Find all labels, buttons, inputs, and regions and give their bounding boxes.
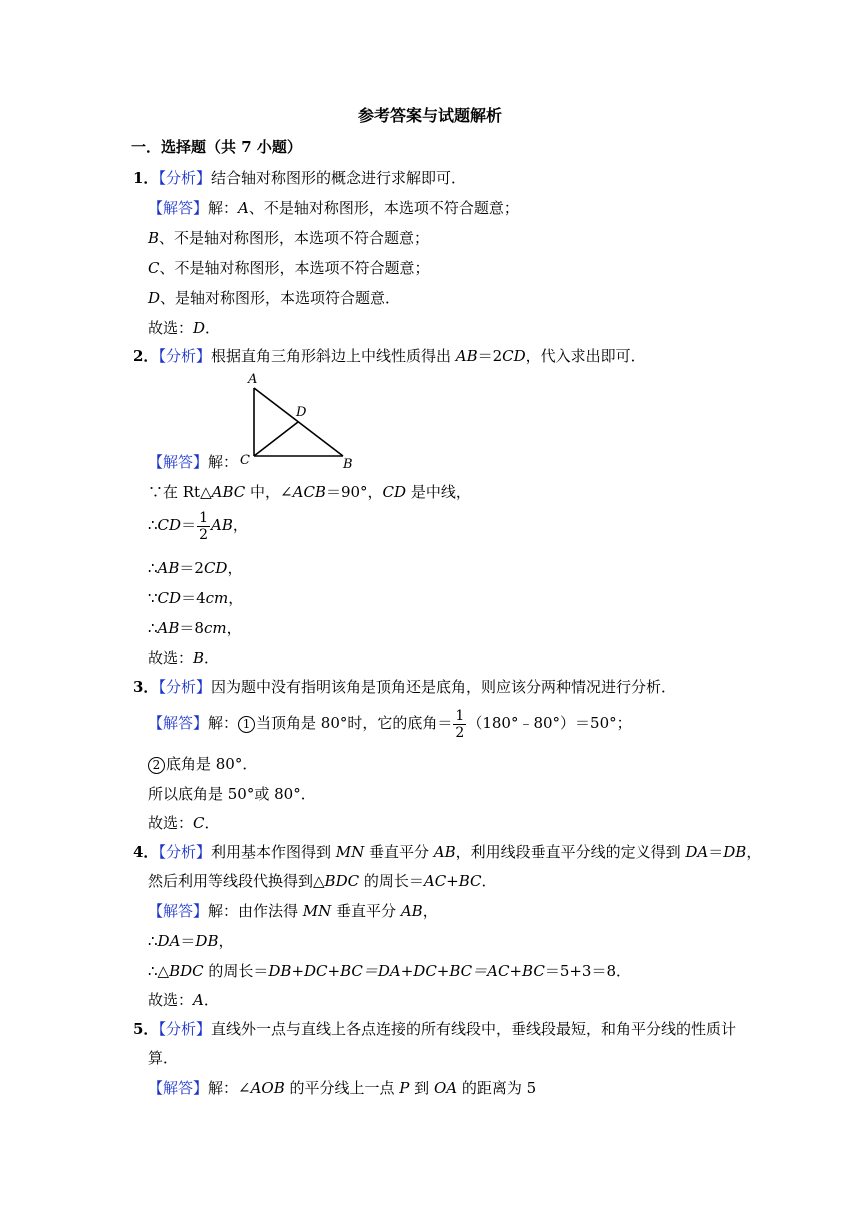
q4-a-db: DB [723,843,747,861]
q1-answer: D [193,319,206,337]
q2-l3-eq: ＝2 [179,559,204,577]
section-heading: 一．选择题（共 7 小题） [131,138,302,156]
q4-a-mn: MN [335,843,365,861]
q5-analysis [133,1019,736,1039]
q3-sol-start: 解： [208,714,239,732]
q1-option-c-text: 、不是轴对称图形，本选项不符合题意； [159,259,430,277]
q1-analysis [133,168,466,188]
q2-l5-ab: AB [157,619,180,637]
q2-l1-post: 是中线， [406,483,471,501]
q3-choose-label: 故选： [148,814,194,832]
q2-l1-pre: ∵在 Rt△ [148,483,212,501]
q4-a2-pre: 然后利用等线段代换得到△ [148,872,325,890]
triangle-figure [240,370,370,470]
q2-l3-post: ， [227,559,243,577]
vertex-a-label: A [248,372,258,387]
q2-ab: AB [455,347,478,365]
circled-two: 2 [148,757,165,774]
q4-l3-end: ＝5+3＝8． [544,962,632,980]
analysis-tag: 【分析】 [158,678,211,696]
circled-one: 1 [238,716,255,733]
q5-number: 5． [133,1020,159,1038]
q2-l2-post: ， [232,516,248,534]
analysis-tag: 【分析】 [158,843,211,861]
q4-a2-end: ． [481,872,497,890]
page-title: 参考答案与试题解析 [357,106,502,125]
q1-option-d: D [148,289,161,307]
fraction-numerator: 1 [455,707,465,724]
q1-option-a: A [238,199,249,217]
q4-l2-db: DB [195,932,219,950]
q3-solution-line [148,706,632,741]
q3-choice [148,813,220,833]
q4-a-mid: 垂直平分 [364,843,434,861]
q1-analysis-text: 结合轴对称图形的概念进行求解即可． [210,169,466,187]
q4-l3-mid: 的周长＝ [203,962,269,980]
q2-cd: CD [502,347,526,365]
q2-analysis-text: 根据直角三角形斜边上中线性质得出 [210,347,456,365]
q2-analysis-end: ，代入求出即可． [525,347,646,365]
q4-line-2 [148,931,234,951]
q4-a-eq: ＝ [708,843,724,861]
q2-l5-eq: ＝8 [179,619,204,637]
solution-tag: 【解答】 [148,453,209,471]
q1-option-d-text: 、是轴对称图形，本选项符合题意． [160,289,401,307]
q4-line-3 [148,961,631,981]
q2-line-1 [148,482,471,502]
q2-l2-eq: ＝ [181,516,197,534]
q5-sol-pre: 解：∠ [208,1079,251,1097]
fraction-denominator: 2 [455,724,465,741]
q4-analysis [133,842,761,862]
q4-s-end: ， [422,902,438,920]
q1-option-b: B [148,229,160,247]
q2-l1-acb: ACB [292,483,326,501]
solution-tag: 【解答】 [148,714,209,732]
q1-sol-start: 解： [208,199,239,217]
fraction-half [197,510,210,543]
q5-sol-oa: OA [433,1079,458,1097]
q5-solution-line [148,1078,536,1098]
q4-choose-label: 故选： [148,991,194,1009]
q4-s-mn: MN [302,902,332,920]
q2-l5-post: ， [226,619,242,637]
q3-l2-text: 底角是 80°． [166,755,258,773]
q4-analysis-2 [148,871,497,891]
q5-sol-p: P [399,1079,410,1097]
q1-solution-line [148,198,519,218]
fraction-denominator: 2 [199,526,208,543]
q2-l4-post: ， [228,589,244,607]
q4-l2-eq: ＝ [180,932,196,950]
solution-tag: 【解答】 [148,1079,209,1097]
solution-tag: 【解答】 [148,902,209,920]
vertex-c-label: C [240,453,250,468]
q1-line-b [148,228,429,248]
q2-l3-ab: AB [157,559,180,577]
q4-choice [148,990,219,1010]
q3-analysis [133,677,676,697]
q3-l1-post: （180°﹣80°）＝50°； [467,714,632,732]
q2-answer: B [193,649,205,667]
q4-l3-pre: ∴△ [148,962,170,980]
solution-tag: 【解答】 [148,199,209,217]
q4-answer: A [193,991,204,1009]
q3-line-2 [148,754,257,774]
q2-line-3 [148,558,242,578]
q2-l4-unit: cm [205,589,229,607]
q4-solution-line [148,901,438,921]
q2-solution-line [148,452,238,472]
q3-line-3: 所以底角是 50°或 80°． [148,785,316,803]
q2-l3-cd: CD [203,559,228,577]
q2-period: ． [204,649,220,667]
q4-l2-pre: ∴ [148,932,158,950]
q4-l2-end: ， [218,932,234,950]
vertex-d-label: D [296,405,307,420]
q1-line-c [148,258,430,278]
q3-answer: C [193,814,205,832]
q2-choice [148,648,219,668]
q2-l4-cd: CD [157,589,182,607]
q3-number: 3． [133,678,159,696]
q3-period: ． [204,814,220,832]
fraction-numerator: 1 [199,509,208,526]
q4-sol-start: 解：由作法得 [208,902,303,920]
q2-analysis [133,346,646,366]
q2-l2-pre: ∴ [148,516,158,534]
q5-sol-aob: AOB [250,1079,285,1097]
q2-sol-start: 解： [208,453,239,471]
q5-analysis-text: 直线外一点与直线上各点连接的所有线段中，垂线段最短，和角平分线的性质计 [210,1020,736,1038]
q4-a2-plus: + [446,872,459,890]
q1-period: ． [205,319,221,337]
q2-l5-pre: ∴ [148,619,158,637]
analysis-tag: 【分析】 [158,347,211,365]
analysis-tag: 【分析】 [158,169,211,187]
q4-l3-bdc: BDC [169,962,204,980]
fraction-half [453,708,466,741]
q4-a2-bdc: BDC [324,872,360,890]
q4-a-pre: 利用基本作图得到 [210,843,336,861]
q3-l1-pre: 当顶角是 80°时，它的底角＝ [256,714,453,732]
q1-option-c: C [148,259,160,277]
q2-line-5 [148,618,242,638]
q2-line-2 [148,508,248,543]
q2-number: 2． [133,347,159,365]
q4-s-ab: AB [400,902,423,920]
q2-choose-label: 故选： [148,649,194,667]
q2-eq: ＝2 [477,347,503,365]
q2-l2-ab: AB [211,516,233,534]
q4-number: 4． [133,843,159,861]
q2-l4-eq: ＝4 [181,589,206,607]
q5-analysis-2: 算． [148,1049,179,1067]
q2-line-4 [148,588,243,608]
q4-a-mid2: ，利用线段垂直平分线的定义得到 [455,843,686,861]
vertex-b-label: B [343,457,353,470]
q4-l2-da: DA [157,932,181,950]
q2-l1-cd: CD [382,483,407,501]
q4-s-mid: 垂直平分 [331,902,401,920]
q4-period: ． [203,991,219,1009]
q4-a-end: ， [746,843,762,861]
q1-choice [148,318,220,338]
q2-l2-cd: CD [157,516,182,534]
q4-a-ab: AB [433,843,456,861]
q1-option-a-text: 、不是轴对称图形，本选项不符合题意； [248,199,519,217]
q4-a-da: DA [685,843,709,861]
q1-choose-label: 故选： [148,319,194,337]
q5-sol-end: 的距离为 5 [457,1079,537,1097]
q5-sol-mid2: 到 [409,1079,434,1097]
q2-l4-pre: ∵ [148,589,158,607]
q2-l3-pre: ∴ [148,559,158,577]
q1-number: 1． [133,169,159,187]
q1-line-d [148,288,400,308]
q2-l1-val: ＝90°， [325,483,383,501]
q1-option-b-text: 、不是轴对称图形，本选项不符合题意； [159,229,430,247]
q4-a2-mid: 的周长＝ [359,872,424,890]
q4-a2-ac: AC [423,872,447,890]
q4-l3-expr: DB+DC+BC＝DA+DC+BC＝AC+BC [268,962,545,980]
analysis-tag: 【分析】 [158,1020,211,1038]
q2-l1-abc: ABC [211,483,246,501]
q2-l5-unit: cm [203,619,227,637]
q3-analysis-text: 因为题中没有指明该角是顶角还是底角，则应该分两种情况进行分析． [210,678,676,696]
q4-a2-bc: BC [458,872,482,890]
q2-l1-mid: 中，∠ [245,483,293,501]
q5-sol-mid: 的平分线上一点 [284,1079,400,1097]
